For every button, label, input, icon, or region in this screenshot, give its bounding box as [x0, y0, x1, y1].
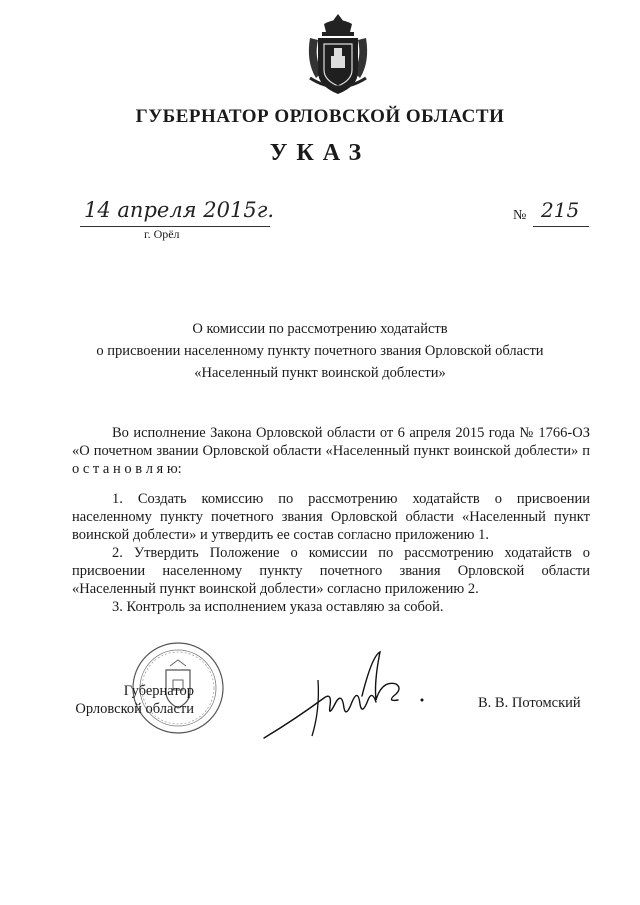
number-underline — [533, 226, 589, 227]
date-handwritten: 14 апреля 2015г. — [84, 198, 274, 222]
signatory-title-line-1: Губернатор — [123, 683, 194, 699]
decree-item-2: 2. Утвердить Положение о комиссии по рассмотрению ходатайств о присвоении населенному пункту почетного звания Орловской области «Населенный пункт воинской доблести» согласно приложению 2. — [72, 545, 590, 597]
signatory-title — [72, 682, 194, 718]
title-line-3: «Населенный пункт воинской доблести» — [194, 365, 446, 381]
signatory-title-line-2: Орловской области — [75, 701, 194, 717]
handwritten-signature — [258, 640, 428, 750]
preamble-text: Во исполнение Закона Орловской области от 6 апреля 2015 года № 1766-ОЗ «О почетном звании Орловской области «Населенный пункт воинской доблести» п о с т а н о в л я ю: — [72, 425, 590, 477]
document-title — [0, 318, 640, 384]
document-type: УКАЗ — [269, 140, 371, 166]
signatory-name: В. В. Потомский — [478, 695, 581, 711]
decree-items — [72, 490, 590, 616]
title-line-2: о присвоении населенному пункту почетного звания Орловской области — [96, 343, 544, 359]
city-label: г. Орёл — [144, 227, 180, 241]
number-label: № — [513, 208, 527, 223]
decree-item-1: 1. Создать комиссию по рассмотрению ходатайств о присвоении населенному пункту почетного звания Орловской области «Населенный пункт воинской доблести» и утвердить ее состав согласно приложению 1. — [72, 491, 590, 543]
decree-item-3: 3. Контроль за исполнением указа оставляю за собой. — [112, 599, 444, 615]
number-handwritten: 215 — [541, 198, 580, 222]
preamble-paragraph — [72, 424, 590, 478]
title-line-1: О комиссии по рассмотрению ходатайств — [192, 321, 448, 337]
issuer-heading: ГУБЕРНАТОР ОРЛОВСКОЙ ОБЛАСТИ — [135, 106, 505, 127]
coat-of-arms-emblem — [302, 12, 374, 98]
